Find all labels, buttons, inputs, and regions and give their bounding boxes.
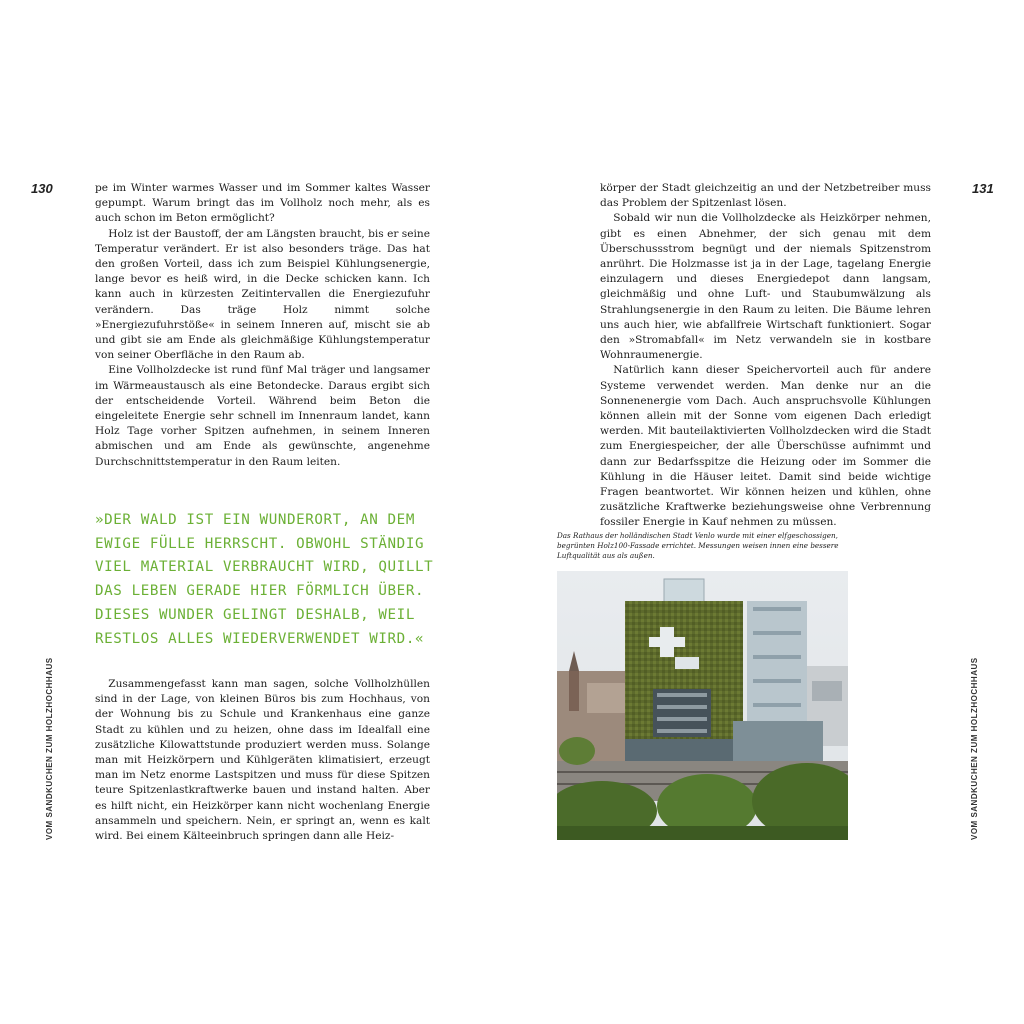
paragraph: körper der Stadt gleichzeitig an und der Netzbetreiber muss das Problem der Spitzenlast lösen. (600, 182, 931, 210)
paragraph: Eine Vollholzdecke ist rund fünf Mal träger und langsamer im Wärmeaustausch als eine Betondecke. Daraus ergibt sich der entscheidende Vorteil. Während beim Beton die eingeleitete Energie sehr schnell im Innenraum landet, kann Holz Tage vorher Spitzen aufnehmen, in seinem Inneren abmischen und am Ende als gewünschte, angenehme Durchschnittstemperatur in den Raum leiten. (95, 364, 430, 468)
paragraph: Natürlich kann dieser Speichervorteil auch für andere Systeme verwendet werden. Man denke nur an die Sonnenenergie vom Dach. Auch anspruchsvolle Kühlungen können allein mit der Sonne vom eigenen Dach erledigt werden. Mit bauteilaktivierten Vollholzdecken wird die Stadt zum Energiespeicher, der alle Überschüsse aufnimmt und dann zur Bedarfsspitze die Heizung oder im Sommer die Kühlung in die Häuser leitet. Damit sind beide wichtige Fragen beantwortet. Wir können heizen und kühlen, ohne zusätzliche Kraftwerke beziehungsweise ohne Verbrennung fossiler Energie in Kauf nehmen zu müssen. (600, 364, 931, 529)
left-column-bottom (95, 677, 430, 844)
paragraph: pe im Winter warmes Wasser und im Sommer kaltes Wasser gepumpt. Warum bringt das im Vollholz noch mehr, als es auch schon im Beton ermöglicht? (95, 182, 430, 225)
spine-running-head-left: VOM SANDKUCHEN ZUM HOLZHOCHHAUS (45, 657, 54, 840)
page-number-left: 130 (31, 181, 53, 196)
pull-quote: »DER WALD IST EIN WUNDERORT, AN DEM EWIGE FÜLLE HERRSCHT. OBWOHL STÄNDIG VIEL MATERIAL VERBRAUCHT WIRD, QUILLT DAS LEBEN GERADE HIER FÖRMLICH ÜBER. DIESES WUNDER GELINGT DESHALB, WEIL RESTLOS ALLES WIEDERVERWENDET WIRD.« (95, 512, 434, 647)
paragraph: Sobald wir nun die Vollholzdecke als Heizkörper nehmen, gibt es einen Abnehmer, der sich genau mit dem Überschussstrom begnügt und der niemals Spitzenstrom anrührt. Die Holzmasse ist ja in der Lage, tagelang Energie einzulagern und dieses Energiedepot dann langsam, gleichmäßig und ohne Luft- und Staubumwälzung als Strahlungsenergie in den Raum zu leiten. Die Bäume lehren uns auch hier, wie abfallfreie Wirtschaft funktioniert. Sogar den »Stromabfall« im Netz verwandeln sie in kostbare Wohnraumenergie. (600, 212, 931, 362)
paragraph: Zusammengefasst kann man sagen, solche Vollholzhüllen sind in der Lage, von kleinen Büros bis zum Hochhaus, von der Wohnung bis zu Schule und Krankenhaus eine ganze Stadt zu kühlen und zu heizen, ohne dass im Idealfall eine zusätzliche Kilowattstunde produziert werden muss. Solange man mit Heizkörpern und Kühlgeräten klimatisiert, erzeugt man im Netz enorme Lastspitzen und muss für diese Spitzen teure Spitzenlastkraftwerke bauen und instand halten. Aber es hilft nicht, ein Heizkörper kann nicht wochenlang Energie ansammeln und speichern. Nein, er springt an, wenn es kalt wird. Bei einem Kälteeinbruch springen dann alle Heiz- (95, 678, 430, 843)
venlo-city-hall-photo (557, 571, 848, 840)
right-column (600, 181, 931, 531)
photo-caption: Das Rathaus der holländischen Stadt Venlo wurde mit einer elfgeschossigen, begrünten Holz100-Fassade errichtet. Messungen weisen innen eine bessere Luftqualität aus als außen. (557, 531, 839, 560)
spine-running-head-right: VOM SANDKUCHEN ZUM HOLZHOCHHAUS (970, 657, 979, 840)
paragraph: Holz ist der Baustoff, der am Längsten braucht, bis er seine Temperatur verändert. Er ist also besonders träge. Das hat den großen Vorteil, dass ich zum Beispiel Kühlungsenergie, lange bevor es heiß wird, in die Decke schicken kann. Ich kann auch in kürzesten Zeitintervallen die Energiezufuhr verändern. Das träge Holz nimmt solche »Energiezufuhrstöße« in seinem Inneren auf, mischt sie ab und gibt sie am Ende als gleichmäßige Kühlungstemperatur von seiner Oberfläche in den Raum ab. (95, 227, 430, 362)
left-column-top (95, 181, 430, 470)
page-number-right: 131 (972, 181, 994, 196)
